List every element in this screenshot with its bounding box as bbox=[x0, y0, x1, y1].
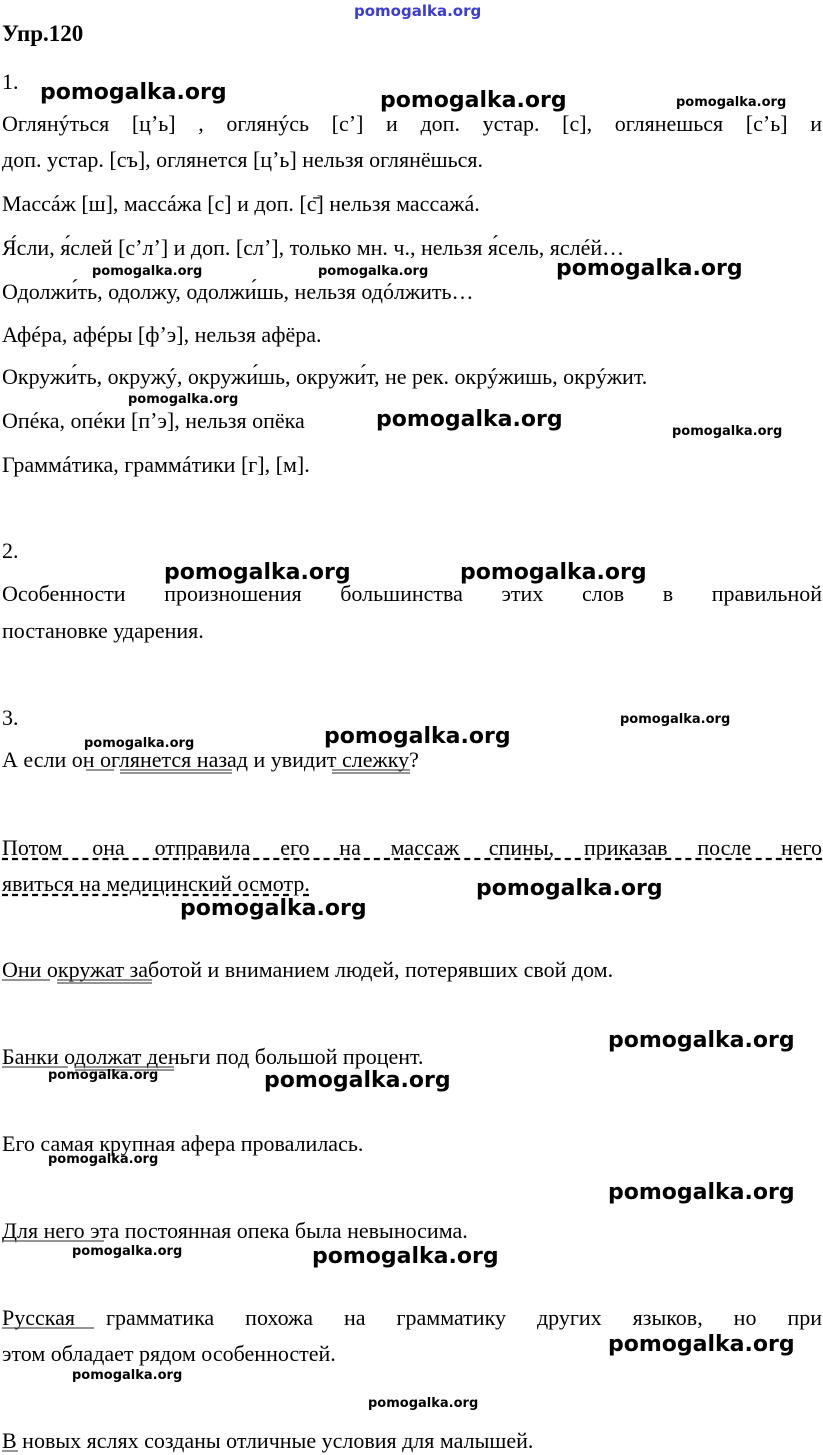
section1-line-4: Я́сли, я́слей [сʼлʼ] и доп. [слʼ], только мн. ч., нельзя я́сель, яслéй… bbox=[2, 235, 625, 260]
watermark-5[interactable]: pomogalka.org bbox=[318, 264, 429, 279]
section3-sentence-2b: явиться на медицинский осмотр. bbox=[2, 871, 310, 896]
section1-line-7: Окружи́ть, окружý, окружи́шь, окружи́т, не рек. окрýжишь, окрýжит. bbox=[2, 364, 648, 389]
section1-number: 1. bbox=[2, 69, 19, 94]
section3-sentence-7b: этом обладает рядом особенностей. bbox=[2, 1341, 336, 1366]
watermark-12[interactable]: pomogalka.org bbox=[620, 712, 731, 727]
section3-sentence-2a: Потом она отправила его на массаж спины, приказав после него bbox=[2, 835, 822, 860]
section3-sentence-1: А если он оглянется назад и увидит слежку? bbox=[2, 747, 419, 772]
watermark-23[interactable]: pomogalka.org bbox=[312, 1244, 499, 1269]
section2-line-2: постановке ударения. bbox=[2, 618, 204, 643]
watermark-14[interactable]: pomogalka.org bbox=[324, 724, 511, 749]
section1-line-2: доп. устар. [съ], оглянется [цʼь] нельзя оглянёшься. bbox=[2, 147, 484, 172]
watermark-10[interactable]: pomogalka.org bbox=[164, 560, 351, 585]
watermark-25[interactable]: pomogalka.org bbox=[72, 1368, 183, 1383]
watermark-9[interactable]: pomogalka.org bbox=[672, 424, 783, 439]
watermark-1[interactable]: pomogalka.org bbox=[40, 80, 227, 105]
watermark-4[interactable]: pomogalka.org bbox=[92, 264, 203, 279]
watermark-8[interactable]: pomogalka.org bbox=[376, 407, 563, 432]
watermark-17[interactable]: pomogalka.org bbox=[608, 1028, 795, 1053]
watermark-20[interactable]: pomogalka.org bbox=[48, 1152, 159, 1167]
watermark-3[interactable]: pomogalka.org bbox=[676, 95, 787, 110]
watermark-21[interactable]: pomogalka.org bbox=[608, 1180, 795, 1205]
section1-line-6: Афéра, афéры [фʼэ], нельзя афёра. bbox=[2, 322, 322, 347]
section1-line-3: Массáж [ш], массáжа [с] и доп. [с̄] нельзя массажá. bbox=[2, 191, 480, 216]
section3-sentence-8: В новых яслях созданы отличные условия для малышей. bbox=[2, 1428, 534, 1453]
watermark-19[interactable]: pomogalka.org bbox=[264, 1068, 451, 1093]
watermark-6[interactable]: pomogalka.org bbox=[556, 256, 743, 281]
watermark-22[interactable]: pomogalka.org bbox=[72, 1244, 183, 1259]
section3-sentence-7a: Русская грамматика похожа на грамматику других языков, но при bbox=[2, 1305, 822, 1330]
section1-line-5: Одолжи́ть, одолжу, одолжи́шь, нельзя одóлжить… bbox=[2, 279, 474, 304]
section3-sentence-6: Для него эта постоянная опека была невыносима. bbox=[2, 1218, 468, 1243]
watermark-11[interactable]: pomogalka.org bbox=[460, 560, 647, 585]
watermark-top[interactable]: pomogalka.org bbox=[354, 2, 482, 20]
section1-line-1: Оглянýться [цʼь] , оглянýсь [сʼ] и доп. устар. [с], оглянешься [сʼь] и bbox=[2, 111, 822, 136]
section2-number: 2. bbox=[2, 538, 19, 563]
section1-line-9: Граммáтика, граммáтики [г], [м]. bbox=[2, 452, 310, 477]
watermark-24[interactable]: pomogalka.org bbox=[608, 1332, 795, 1357]
section1-line-8: Опéка, опéки [пʼэ], нельзя опёка bbox=[2, 408, 305, 433]
watermark-13[interactable]: pomogalka.org bbox=[84, 736, 195, 751]
watermark-26[interactable]: pomogalka.org bbox=[368, 1396, 479, 1411]
section3-sentence-4: Банки одолжат деньги под большой процент. bbox=[2, 1044, 424, 1069]
watermark-7[interactable]: pomogalka.org bbox=[128, 392, 239, 407]
watermark-15[interactable]: pomogalka.org bbox=[476, 876, 663, 901]
section3-number: 3. bbox=[2, 705, 19, 730]
section3-sentence-3: Они окружат заботой и вниманием людей, потерявших свой дом. bbox=[2, 957, 614, 982]
watermark-2[interactable]: pomogalka.org bbox=[380, 88, 567, 113]
section2-line-1: Особенности произношения большинства этих слов в правильной bbox=[2, 581, 822, 606]
watermark-16[interactable]: pomogalka.org bbox=[180, 896, 367, 921]
section3-sentence-5: Его самая крупная афера провалилась. bbox=[2, 1131, 364, 1156]
exercise-title: Упр.120 bbox=[2, 21, 84, 46]
watermark-18[interactable]: pomogalka.org bbox=[48, 1068, 159, 1083]
